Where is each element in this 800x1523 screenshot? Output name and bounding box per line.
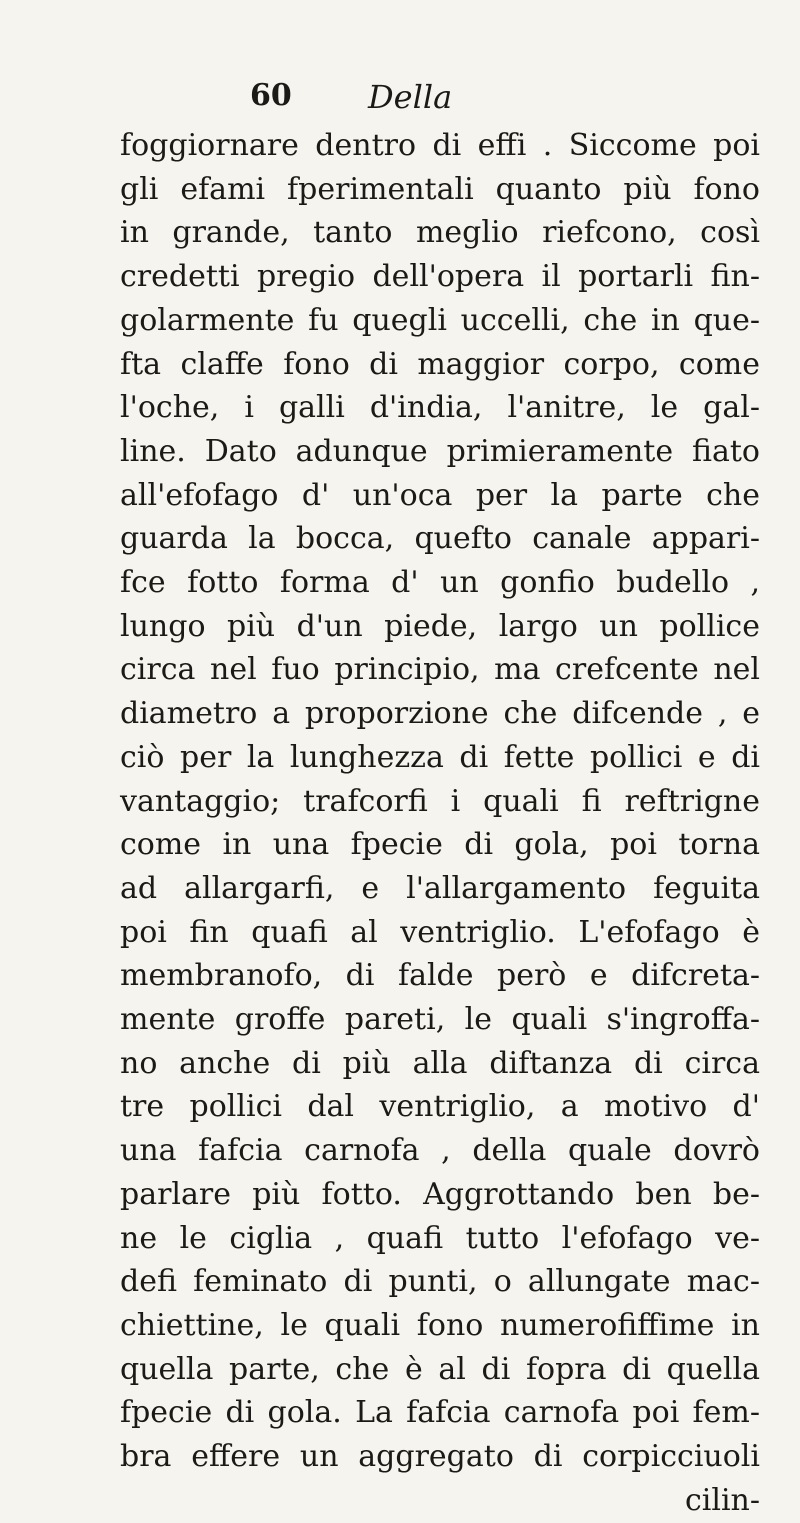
text-line: poi fin quafi al ventriglio. L'efofago è xyxy=(120,914,760,950)
text-line: vantaggio; trafcorfi i quali fi reftrigne xyxy=(120,783,760,819)
text-line: fce fotto forma d' un gonfio budello , xyxy=(120,565,760,601)
text-line: ne le ciglia , quafi tutto l'efofago ve- xyxy=(120,1220,760,1256)
text-line: come in una fpecie di gola, poi torna xyxy=(120,827,760,863)
page-header xyxy=(250,78,510,128)
text-line: no anche di più alla diftanza di circa xyxy=(120,1045,760,1081)
text-line: diametro a proporzione che difcende , e xyxy=(120,696,760,732)
running-head: Della xyxy=(368,78,453,116)
text-line: bra effere un aggregato di corpicciuoli xyxy=(120,1439,760,1475)
page-number: 60 xyxy=(250,78,292,113)
text-line: line. Dato adunque primieramente fiato xyxy=(120,433,760,469)
text-line: all'efofago d' un'oca per la parte che xyxy=(120,477,760,513)
text-line: credetti pregio dell'opera il portarli fin- xyxy=(120,259,760,295)
text-line: lungo più d'un piede, largo un pollice xyxy=(120,608,760,644)
text-line: fta claffe fono di maggior corpo, come xyxy=(120,346,760,382)
text-line: ad allargarfi, e l'allargamento feguita xyxy=(120,870,760,906)
text-line: fpecie di gola. La fafcia carnofa poi fem- xyxy=(120,1395,760,1431)
text-line: guarda la bocca, quefto canale appari- xyxy=(120,521,760,557)
text-line: defi feminato di punti, o allungate mac- xyxy=(120,1264,760,1300)
text-line: una fafcia carnofa , della quale dovrò xyxy=(120,1133,760,1169)
text-line: membranofo, di falde però e difcreta- xyxy=(120,958,760,994)
text-line: mente groffe pareti, le quali s'ingroffa- xyxy=(120,1002,760,1038)
text-line: tre pollici dal ventriglio, a motivo d' xyxy=(120,1089,760,1125)
text-line: l'oche, i galli d'india, l'anitre, le gal- xyxy=(120,390,760,426)
text-line: ciò per la lunghezza di fette pollici e di xyxy=(120,739,760,775)
text-line: circa nel fuo principio, ma crefcente nel xyxy=(120,652,760,688)
text-line: parlare più fotto. Aggrottando ben be- xyxy=(120,1176,760,1212)
text-line: in grande, tanto meglio riefcono, così xyxy=(120,215,760,251)
text-line: quella parte, che è al di fopra di quella xyxy=(120,1351,760,1387)
text-line: gli efami fperimentali quanto più fono xyxy=(120,171,760,207)
catchword: cilin- xyxy=(684,1482,760,1518)
text-line: foggiornare dentro di effi . Siccome poi xyxy=(120,128,760,163)
text-line: golarmente fu quegli uccelli, che in que- xyxy=(120,302,760,338)
body-text xyxy=(120,124,760,1523)
text-line: chiettine, le quali fono numerofiffime in xyxy=(120,1307,760,1343)
